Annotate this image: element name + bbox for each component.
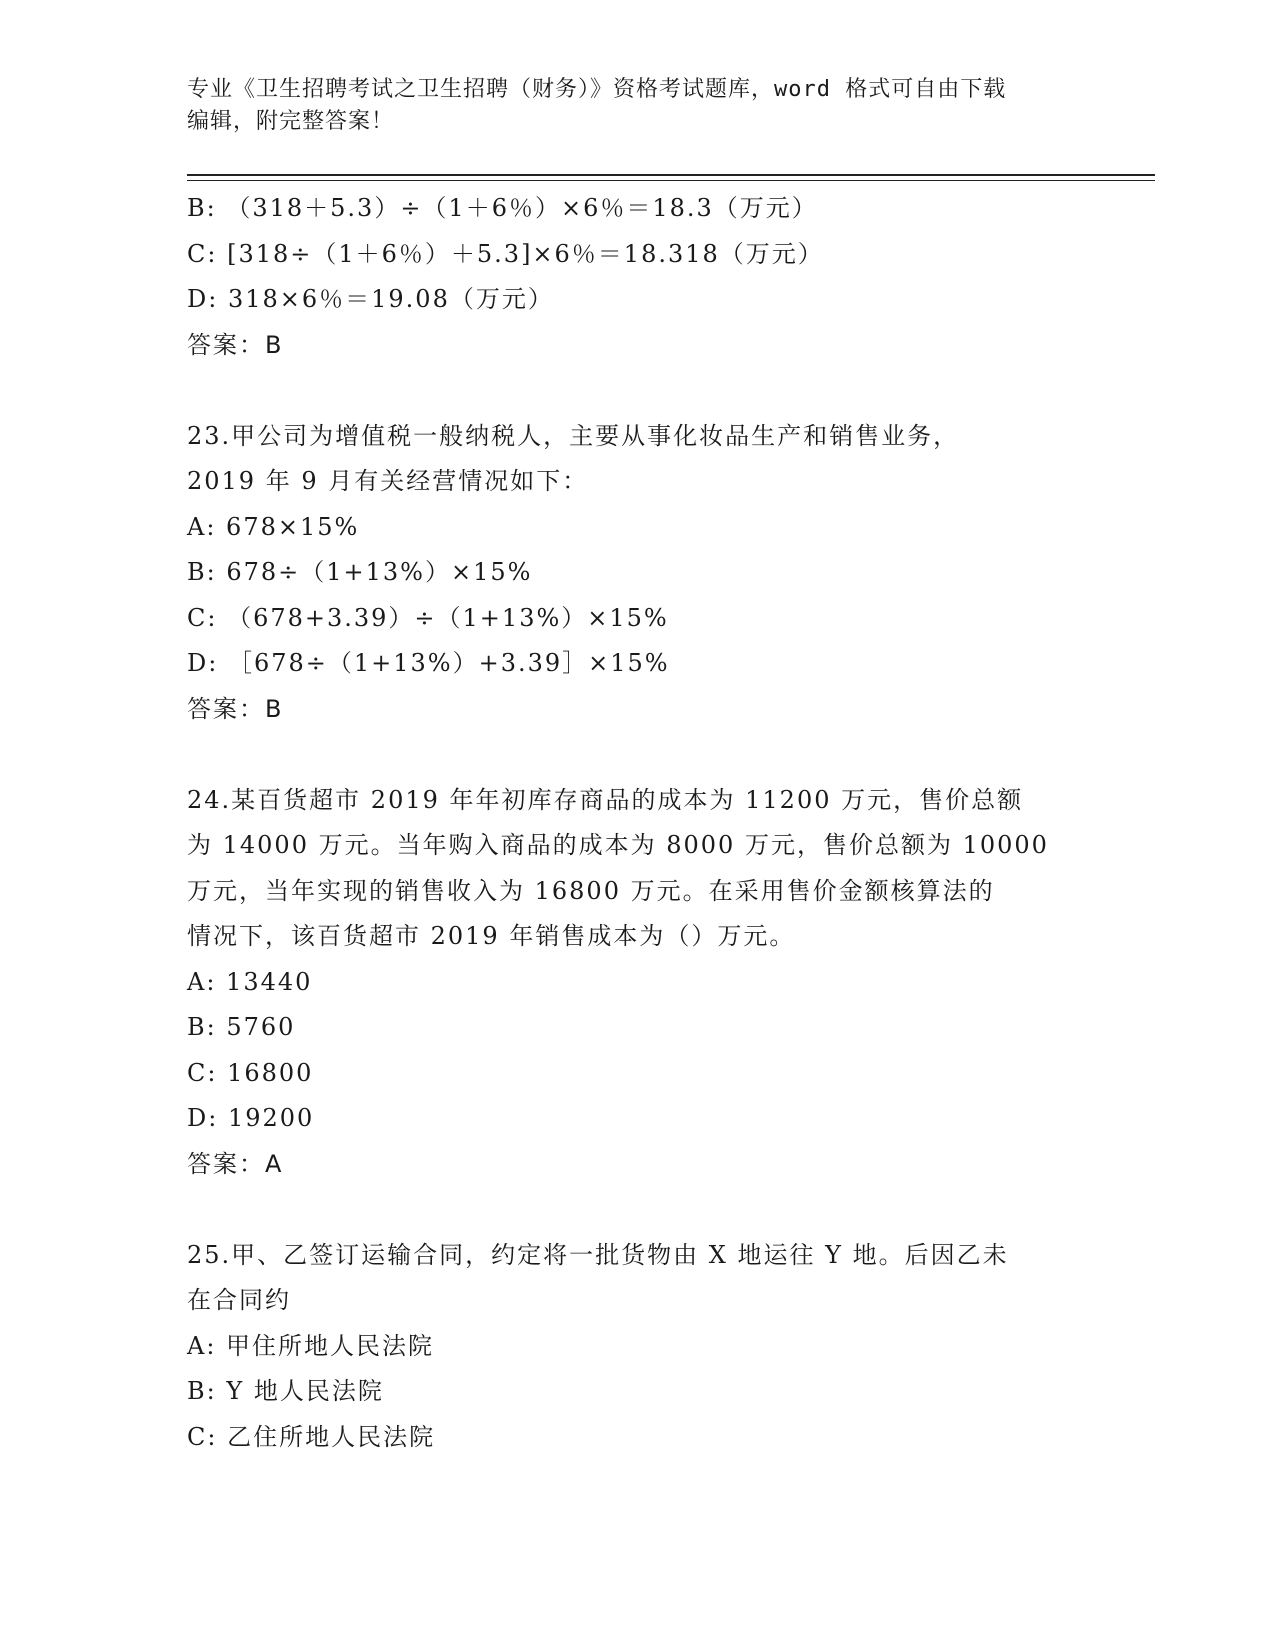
header-rule-thick [187, 174, 1155, 176]
spacer [187, 732, 1087, 778]
question-body [187, 186, 1087, 1460]
question-stem: 万元，当年实现的销售收入为 16800 万元。在采用售价金额核算法的 [187, 876, 995, 905]
header-rule-thin [187, 180, 1155, 181]
question-stem: 23.甲公司为增值税一般纳税人，主要从事化妆品生产和销售业务， [187, 421, 960, 450]
question-24 [187, 778, 1087, 1188]
answer-line: 答案：B [187, 330, 284, 359]
option-b: B: 5760 [187, 1013, 296, 1041]
question-stem: 25.甲、乙签订运输合同，约定将一批货物由 X 地运往 Y 地。后因乙未 [187, 1240, 1009, 1269]
option-c: C: （678+3.39）÷（1+13%）×15% [187, 603, 669, 632]
answer-line: 答案：A [187, 1149, 284, 1178]
question-stem: 情况下，该百货超市 2019 年销售成本为（）万元。 [187, 922, 796, 950]
option-c: C: 乙住所地人民法院 [187, 1422, 436, 1451]
question-stem: 为 14000 万元。当年购入商品的成本为 8000 万元，售价总额为 10000 [187, 831, 1049, 859]
question-stem: 在合同约 [187, 1286, 291, 1314]
option-d: D: 318×6％＝19.08（万元） [187, 285, 554, 313]
answer-line: 答案：B [187, 694, 284, 723]
question-25 [187, 1233, 1087, 1461]
option-b: B: （318＋5.3）÷（1＋6％）×6％＝18.3（万元） [187, 194, 818, 222]
header-line-1: 专业《卫生招聘考试之卫生招聘（财务）》资格考试题库，word 格式可自由下载 [187, 77, 1007, 102]
question-22 [187, 186, 1087, 368]
option-b: B: Y 地人民法院 [187, 1377, 384, 1405]
spacer [187, 368, 1087, 414]
question-stem: 24.某百货超市 2019 年年初库存商品的成本为 11200 万元，售价总额 [187, 785, 1024, 814]
option-b: B: 678÷（1+13%）×15% [187, 558, 533, 586]
question-23 [187, 414, 1087, 733]
question-stem: 2019 年 9 月有关经营情况如下： [187, 467, 589, 495]
option-d: D: ［678÷（1+13%）+3.39］×15% [187, 649, 670, 677]
document-header [187, 74, 1067, 138]
option-c: C: [318÷（1＋6％）＋5.3]×6％＝18.318（万元） [187, 239, 824, 268]
spacer [187, 1187, 1087, 1233]
header-line-2: 编辑，附完整答案！ [187, 109, 395, 134]
option-a: A: 678×15% [187, 512, 360, 541]
option-a: A: 甲住所地人民法院 [187, 1331, 435, 1360]
option-d: D: 19200 [187, 1104, 315, 1132]
option-c: C: 16800 [187, 1058, 314, 1087]
option-a: A: 13440 [187, 967, 313, 996]
